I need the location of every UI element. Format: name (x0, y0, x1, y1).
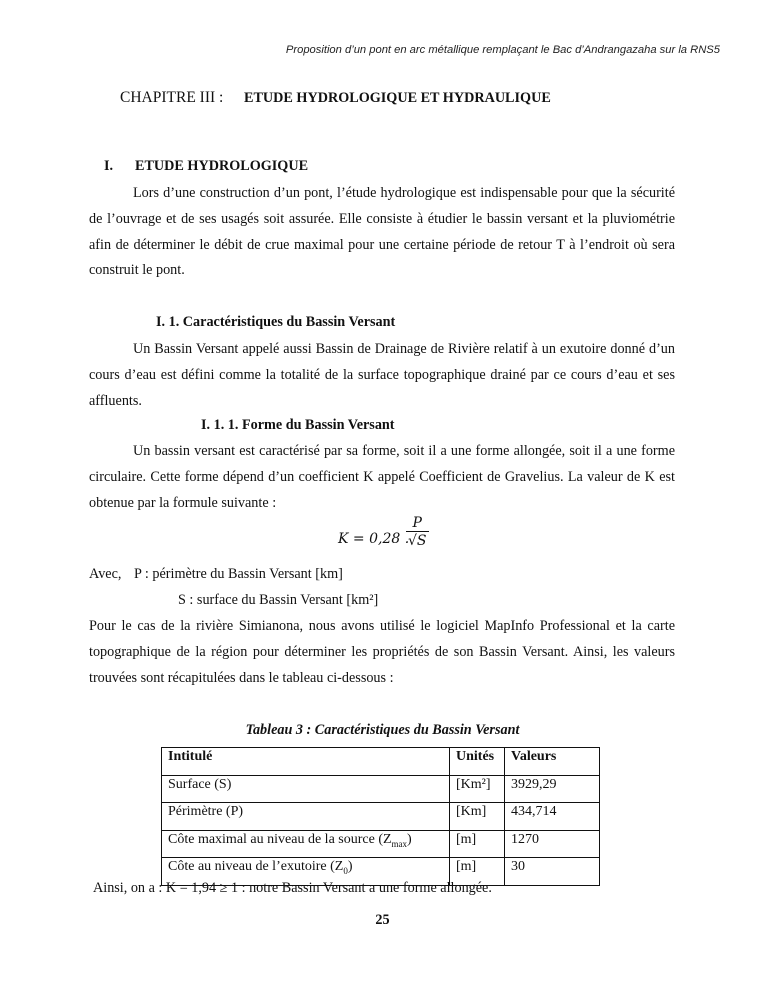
section-number: I. (104, 158, 114, 174)
header-valeurs: Valeurs (505, 748, 600, 776)
definition-p-line (89, 566, 343, 583)
row-label: Côte au niveau de l’exutoire $(Z_0)$ (162, 858, 450, 886)
table-row (162, 775, 600, 803)
header-intitule: Intitulé (162, 748, 450, 776)
running-header: Proposition d’un pont en arc métallique remplaçant le Bac d’Andrangazaha sur la RNS5 (285, 44, 720, 56)
section-heading-1 (104, 158, 309, 175)
row-label: Périmètre (P) (162, 803, 450, 831)
row-label: Côte maximal au niveau de la source $(Z_{max})$ (162, 830, 450, 858)
row-unit: [m] (450, 830, 505, 858)
formula-denominator (406, 531, 429, 549)
row-unit: [m] (450, 858, 505, 886)
row-value: 30 (505, 858, 600, 886)
paragraph-forme: Un bassin versant est caractérisé par sa forme, soit il a une forme allongée, soit il a une forme circulaire. Cette forme dépend d’un coefficient K appelé Coefficient de Gravelius. La valeur de K est obtenue par la formule suivante : (89, 443, 675, 511)
page-number: 25 (375, 912, 390, 928)
formula-numerator: P (412, 515, 422, 531)
characteristics-table (161, 747, 600, 886)
chapter-label: CHAPITRE III : (120, 89, 224, 106)
definition-p: P : périmètre du Bassin Versant [km] (134, 566, 343, 582)
sqrt-symbol: √ (408, 533, 417, 549)
paragraph-bassin-versant: Un Bassin Versant appelé aussi Bassin de Drainage de Rivière relatif à un exutoire donné d’un cours d’eau est défini comme la totalité de la surface topographique drainé par ce cours d’eau et ses affluents. (89, 341, 675, 409)
table-caption: Tableau 3 : Caractéristiques du Bassin Versant (245, 722, 520, 738)
table-row (162, 830, 600, 858)
row-unit: [Km²] (450, 775, 505, 803)
row-value: 1270 (505, 830, 600, 858)
table-row (162, 803, 600, 831)
row-value: 434,714 (505, 803, 600, 831)
table-header-row (162, 748, 600, 776)
row-value: 3929,29 (505, 775, 600, 803)
paragraph-hydrology: Lors d’une construction d’un pont, l’étude hydrologique est indispensable pour que la sécurité de l’ouvrage et de ses usagés soit assurée. Elle consiste à étudier le bassin versant et la pluviométrie afin de déterminer le débit de crue maximal pour une certaine période de retour T à l’endroit où sera construit le pont. (89, 185, 675, 279)
chapter-heading (120, 89, 551, 107)
formula-lhs: K = 0,28 . (338, 531, 410, 547)
header-unites: Unités (450, 748, 505, 776)
formula-fraction (406, 515, 429, 549)
section-title: ETUDE HYDROLOGIQUE (135, 158, 309, 174)
definition-s: S : surface du Bassin Versant [km²] (178, 592, 379, 608)
subsection-heading-1-1-1: I. 1. 1. Forme du Bassin Versant (201, 417, 395, 433)
subsection-heading-1-1: I. 1. Caractéristiques du Bassin Versant (156, 314, 396, 330)
row-label: Surface (S) (162, 775, 450, 803)
conclusion-line: Ainsi, on a : K = 1,94 ≥ 1 : notre Bassin Versant a une forme allongée. (93, 880, 492, 896)
chapter-title: ETUDE HYDROLOGIQUE ET HYDRAULIQUE (244, 90, 551, 106)
row-unit: [Km] (450, 803, 505, 831)
formula-denominator-var: S (416, 533, 427, 549)
paragraph-mapinfo: Pour le cas de la rivière Simianona, nous avons utilisé le logiciel MapInfo Professional et la carte topographique de la région pour déterminer les propriétés de son Bassin Versant. Ainsi, les valeurs trouvées sont récapitulées dans le tableau ci-dessous : (89, 618, 675, 686)
avec-label: Avec, (89, 566, 122, 582)
